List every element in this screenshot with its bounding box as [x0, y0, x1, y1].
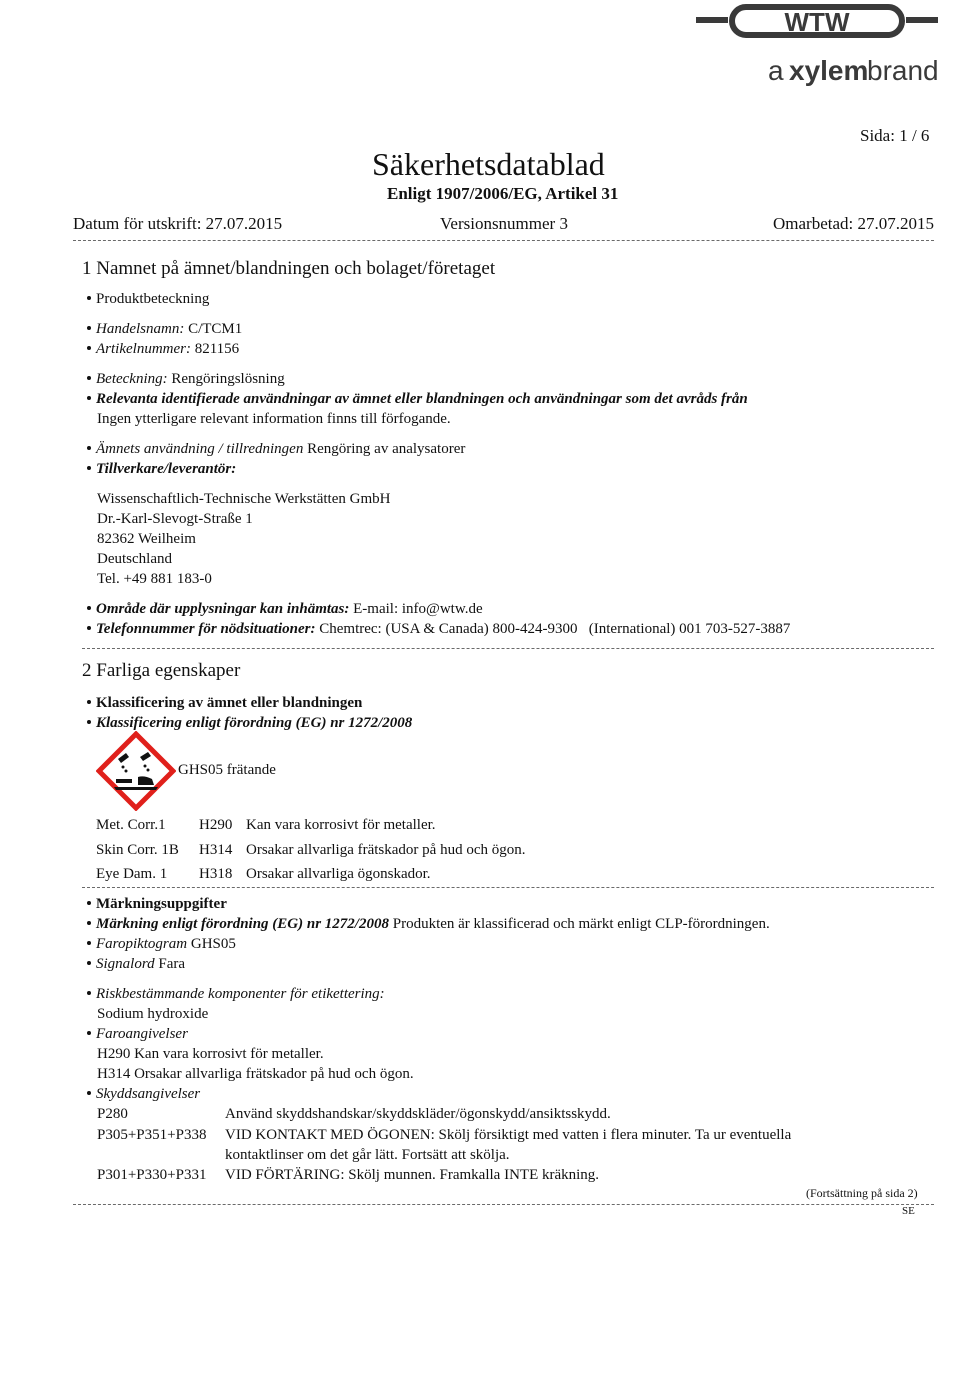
address-phone: Tel. +49 881 183-0: [97, 571, 212, 587]
precaution-text-1: Använd skyddshandskar/skyddskläder/ögonskydd/ansiktsskydd.: [225, 1106, 611, 1122]
address-city: 82362 Weilheim: [97, 531, 196, 547]
hazard-statement-1: H290 Kan vara korrosivt för metaller.: [97, 1046, 324, 1062]
hazard-statement-2: H314 Orsakar allvarliga frätskador på hud och ögon.: [97, 1066, 414, 1082]
substance-use: Ämnets användning / tillredningen Rengöring av analysatorer: [87, 440, 465, 458]
address-country: Deutschland: [97, 551, 172, 567]
hazard-class-2: Skin Corr. 1B: [96, 842, 179, 858]
precaution-code-1: P280: [97, 1106, 128, 1122]
hazard-class-3: Eye Dam. 1: [96, 866, 168, 882]
precaution-text-2: VID KONTAKT MED ÖGONEN: Skölj försiktigt med vatten i flera minuter. Ta ur eventuella: [225, 1127, 792, 1143]
precaution-text-2-cont: kontaktlinser om det går lätt. Fortsätt att skölja.: [225, 1147, 510, 1163]
pictogram-label: GHS05 frätande: [178, 762, 276, 778]
precautionary-label: Skyddsangivelser: [87, 1085, 200, 1103]
hazard-text-1: Kan vara korrosivt för metaller.: [246, 817, 436, 833]
section-2-heading: 2 Farliga egenskaper: [82, 660, 241, 681]
document-subtitle: Enligt 1907/2006/EG, Artikel 31: [387, 184, 619, 203]
emergency-phone: Telefonnummer för nödsituationer: Chemtrec: (USA & Canada) 800-424-9300 (International) 001 703-527-3887: [87, 620, 790, 638]
address-street: Dr.-Karl-Slevogt-Straße 1: [97, 511, 253, 527]
revised-date: Omarbetad: 27.07.2015: [773, 214, 934, 233]
footer-divider: [73, 1204, 934, 1205]
relevant-uses-label: Relevanta identifierade användningar av ämnet eller blandningen och användningar som det avråds från: [87, 390, 748, 408]
hazard-statements-label: Faroangivelser: [87, 1025, 188, 1043]
section-1-divider: [82, 648, 934, 649]
manufacturer-label: Tillverkare/leverantör:: [87, 460, 236, 478]
continuation-note: (Fortsättning på sida 2): [806, 1186, 918, 1200]
print-date: Datum för utskrift: 27.07.2015: [73, 214, 283, 233]
hazard-code-2: H314: [199, 842, 233, 858]
address-company: Wissenschaftlich-Technische Werkstätten GmbH: [97, 491, 391, 507]
precaution-code-2: P305+P351+P338: [97, 1127, 207, 1143]
header-divider: [73, 240, 934, 241]
document-title: Säkerhetsdatablad: [372, 146, 605, 182]
hazard-components-label: Riskbestämmande komponenter för etikettering:: [87, 985, 385, 1003]
designation: Beteckning: Rengöringslösning: [87, 370, 285, 388]
pictogram-field: Faropiktogram GHS05: [87, 935, 236, 953]
hazard-components-value: Sodium hydroxide: [97, 1006, 209, 1022]
product-identifier: Produktbeteckning: [87, 290, 209, 308]
section-1-heading: 1 Namnet på ämnet/blandningen och bolaget/företaget: [82, 258, 496, 279]
hazard-class-1: Met. Corr.1: [96, 817, 166, 833]
page-number: Sida: 1 / 6: [860, 126, 930, 145]
wtw-logo: [692, 2, 942, 88]
classification-label: Klassificering av ämnet eller blandningen: [87, 694, 362, 712]
hazard-code-1: H290: [199, 817, 233, 833]
trade-name: Handelsnamn: C/TCM1: [87, 320, 242, 338]
relevant-uses-text: Ingen ytterligare relevant information finns till förfogande.: [97, 411, 451, 427]
hazard-text-3: Orsakar allvarliga ögonskador.: [246, 866, 431, 882]
signal-word: Signalord Fara: [87, 955, 185, 973]
country-code: SE: [902, 1205, 915, 1217]
labelling-regulation: Märkning enligt förordning (EG) nr 1272/2008 Produkten är klassificerad och märkt enligt CLP-förordningen.: [87, 915, 770, 933]
article-number: Artikelnummer: 821156: [87, 340, 239, 358]
hazard-code-3: H318: [199, 866, 233, 882]
precaution-code-3: P301+P330+P331: [97, 1167, 207, 1183]
logo-wordmark: WTW: [784, 7, 850, 37]
label-elements: Märkningsuppgifter: [87, 895, 227, 913]
classification-regulation: Klassificering enligt förordning (EG) nr 1272/2008: [87, 714, 412, 732]
info-contact: Område där upplysningar kan inhämtas: E-mail: info@wtw.de: [87, 600, 483, 618]
hazard-divider: [82, 887, 934, 888]
version-number: Versionsnummer 3: [440, 214, 568, 233]
hazard-text-2: Orsakar allvarliga frätskador på hud och ögon.: [246, 842, 526, 858]
ghs05-corrosive-icon: [96, 731, 176, 811]
logo-tagline-brand: brand: [867, 55, 939, 86]
logo-tagline-xylem: xylem: [789, 55, 869, 86]
logo-tagline-a: a: [768, 55, 784, 86]
precaution-text-3: VID FÖRTÄRING: Skölj munnen. Framkalla INTE kräkning.: [225, 1167, 600, 1183]
